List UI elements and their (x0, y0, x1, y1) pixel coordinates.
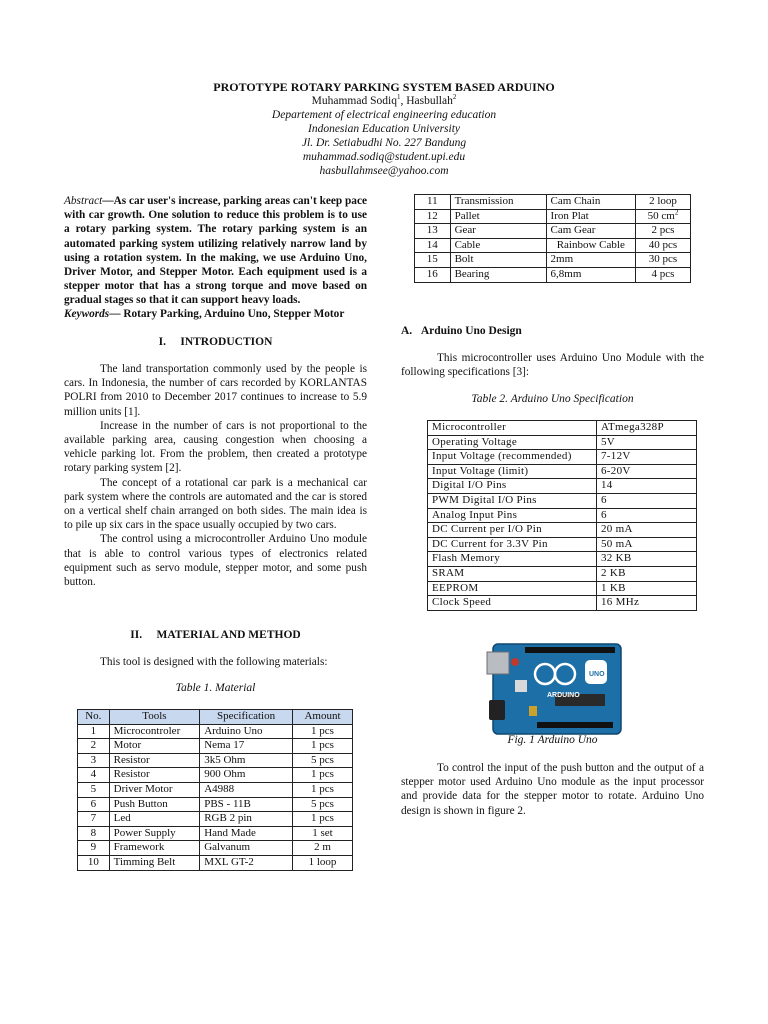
table-row (78, 826, 353, 841)
table-cell: Bearing (450, 267, 546, 282)
spec-value: 6 (597, 493, 697, 508)
table-row (78, 724, 353, 739)
table-1-caption: Table 1. Material (175, 682, 256, 694)
table-cell: Cable (450, 238, 546, 253)
table-cell: Gear (450, 224, 546, 239)
table-row (415, 224, 691, 239)
table-cell: 40 pcs (636, 238, 691, 253)
spec-label: EEPROM (428, 581, 597, 596)
keywords-label: Keywords (64, 308, 110, 320)
spec-value: 5V (597, 435, 697, 450)
table-cell: PBS - 11B (200, 797, 293, 812)
spec-label: PWM Digital I/O Pins (428, 493, 597, 508)
table-cell: 1 pcs (292, 739, 352, 754)
spec-value: 16 MHz (597, 596, 697, 611)
method-number: II. (130, 629, 143, 641)
abstract-dash: — (102, 195, 114, 207)
table-cell: Led (109, 812, 200, 827)
arduino-paragraph-1: This microcontroller uses Arduino Uno Module with the following specifications [3]: (401, 352, 704, 379)
spec-value: 20 mA (597, 523, 697, 538)
spec-label: Input Voltage (limit) (428, 464, 597, 479)
department: Departement of electrical engineering education (271, 109, 497, 121)
table-1-header-no: No. (78, 710, 110, 725)
arduino-section-title: Arduino Uno Design (420, 325, 522, 337)
table-row (78, 739, 353, 754)
table-cell: 4 (78, 768, 110, 783)
spec-value: 6 (597, 508, 697, 523)
table-cell-pallet-amount (636, 209, 691, 224)
table-cell: Framework (109, 841, 200, 856)
table-cell: Nema 17 (200, 739, 293, 754)
table-cell: Arduino Uno (200, 724, 293, 739)
table-cell: 6 (78, 797, 110, 812)
table-row (78, 753, 353, 768)
table-row (428, 421, 697, 436)
table-cell: Rainbow Cable (546, 238, 635, 253)
table-cell: Resistor (109, 768, 200, 783)
arduino-board-image (485, 640, 625, 736)
author-1: Muhammad Sodiq (311, 95, 397, 107)
table-row (428, 523, 697, 538)
table-cell: MXL GT-2 (200, 855, 293, 870)
table-row (428, 450, 697, 465)
table-cell: 1 loop (292, 855, 352, 870)
table-row (415, 267, 691, 282)
table-row (78, 797, 353, 812)
spec-value: ATmega328P (597, 421, 697, 436)
table-cell: Power Supply (109, 826, 200, 841)
table-1-header-amount: Amount (292, 710, 352, 725)
table-cell: 7 (78, 812, 110, 827)
table-cell: 2 pcs (636, 224, 691, 239)
spec-label: Analog Input Pins (428, 508, 597, 523)
table-cell: Motor (109, 739, 200, 754)
table-cell: 8 (78, 826, 110, 841)
intro-title: INTRODUCTION (180, 336, 273, 348)
intro-paragraph-4: The control using a microcontroller Arduino Uno module that is able to control various types of electronics related equipment such as servo module, stepper motor, and some push button. (64, 533, 367, 589)
table-row (415, 238, 691, 253)
author-2: , Hasbullah (400, 95, 453, 107)
table-cell: 12 (415, 209, 451, 224)
table-cell: 3k5 Ohm (200, 753, 293, 768)
table-cell: 5 pcs (292, 797, 352, 812)
email-1: muhammad.sodiq@student.upi.edu (302, 151, 466, 163)
abstract-label: Abstract (64, 195, 103, 207)
closing-body (401, 761, 704, 818)
table-2-caption: Table 2. Arduino Uno Specification (471, 393, 634, 405)
spec-label: DC Current for 3.3V Pin (428, 537, 597, 552)
table-cell: 9 (78, 841, 110, 856)
method-title: MATERIAL AND METHOD (156, 629, 301, 641)
table-row (78, 812, 353, 827)
spec-label: Digital I/O Pins (428, 479, 597, 494)
table-row (428, 435, 697, 450)
table-cell: 4 pcs (636, 267, 691, 282)
table-cell: Driver Motor (109, 782, 200, 797)
table-cell: 10 (78, 855, 110, 870)
spec-value: 32 KB (597, 552, 697, 567)
table-cell: 1 (78, 724, 110, 739)
table-cell: 1 pcs (292, 782, 352, 797)
paper-title: PROTOTYPE ROTARY PARKING SYSTEM BASED ARDUINO (213, 80, 555, 94)
table-cell: 1 set (292, 826, 352, 841)
table-cell: 11 (415, 195, 451, 210)
table-row (428, 581, 697, 596)
table-row (428, 464, 697, 479)
table-cell: Pallet (450, 209, 546, 224)
table-row (78, 782, 353, 797)
spec-value: 7-12V (597, 450, 697, 465)
table-cell: Push Button (109, 797, 200, 812)
table-cell: Resistor (109, 753, 200, 768)
table-cell: RGB 2 pin (200, 812, 293, 827)
arduino-section-label: A. (401, 325, 413, 337)
table-cell: 3 (78, 753, 110, 768)
arduino-section-body (401, 351, 704, 379)
pallet-amount-sup: 2 (674, 207, 679, 216)
table-cell: 5 (78, 782, 110, 797)
table-row (78, 855, 353, 870)
spec-label: Input Voltage (recommended) (428, 450, 597, 465)
arduino-board-model: UNO (589, 671, 605, 678)
table-cell: 16 (415, 267, 451, 282)
keywords (64, 307, 367, 321)
table-row (428, 566, 697, 581)
table-cell: 2 m (292, 841, 352, 856)
spec-label: Operating Voltage (428, 435, 597, 450)
keywords-text: — Rotary Parking, Arduino Uno, Stepper Motor (109, 308, 345, 320)
authors (0, 94, 768, 108)
table-row (428, 493, 697, 508)
table-cell: 1 pcs (292, 812, 352, 827)
table-cell: 2 loop (636, 195, 691, 210)
arduino-section-heading (401, 325, 522, 337)
method-paragraph-1: This tool is designed with the following materials: (100, 656, 328, 668)
author-1-affil: 1 (396, 93, 401, 102)
table-row (428, 479, 697, 494)
table-row (428, 596, 697, 611)
method-body (64, 655, 367, 669)
table-cell: Cam Chain (546, 195, 635, 210)
table-cell: Cam Gear (546, 224, 635, 239)
spec-label: Clock Speed (428, 596, 597, 611)
table-cell: 900 Ohm (200, 768, 293, 783)
spec-value: 2 KB (597, 566, 697, 581)
table-cell: Timming Belt (109, 855, 200, 870)
table-cell: 13 (415, 224, 451, 239)
table-cell: Galvanum (200, 841, 293, 856)
table-row (415, 253, 691, 268)
table-1 (77, 709, 353, 871)
intro-paragraph-1: The land transportation commonly used by the people is cars. In Indonesia, the number of cars recorded by KORLANTAS POLRI from 2010 to December 2017 continues to increase to 5.9 million units [1]. (64, 363, 367, 418)
table-cell: A4988 (200, 782, 293, 797)
table-row (78, 768, 353, 783)
university: Indonesian Education University (307, 123, 461, 135)
table-cell: Iron Plat (546, 209, 635, 224)
abstract (64, 194, 367, 308)
spec-value: 50 mA (597, 537, 697, 552)
table-row (428, 508, 697, 523)
table-2 (427, 420, 697, 611)
spec-value: 1 KB (597, 581, 697, 596)
spec-label: Microcontroller (428, 421, 597, 436)
table-cell: 1 pcs (292, 768, 352, 783)
intro-number: I. (158, 336, 166, 348)
spec-value: 14 (597, 479, 697, 494)
email-2: hasbullahmsee@yahoo.com (319, 165, 449, 177)
table-1-header-spec: Specification (200, 710, 293, 725)
table-1-header-row (78, 710, 353, 725)
spec-label: SRAM (428, 566, 597, 581)
method-heading (64, 629, 367, 641)
intro-heading (64, 336, 367, 348)
table-2-body (428, 421, 697, 611)
table-cell: 2mm (546, 253, 635, 268)
intro-body (64, 362, 367, 589)
table-row (415, 209, 691, 224)
intro-paragraph-3: The concept of a rotational car park is a mechanical car park system where the controls are automated and the car is stored on a vertical shelf chain arranged on both sides. The main idea is to pile up six cars in the space usually occupied by two cars. (64, 476, 367, 532)
table-row (428, 552, 697, 567)
abstract-text: As car user's increase, parking areas can't keep pace with car growth. One solution to reduce this problem is to use a rotary parking system. The rotary parking system is an automated parking system utilizing relatively narrow land by using a rotation system. In the making, we use Arduino Uno, Driver Motor, and Stepper Motor. Each equipment used is a stepper motor that has a strong torque and move based on gradual stages so that it can support heavy loads. (64, 195, 367, 307)
table-1-body (78, 724, 353, 870)
table-1-continued (414, 194, 691, 283)
arduino-figure (485, 640, 625, 736)
table-row (428, 537, 697, 552)
address: Jl. Dr. Setiabudhi No. 227 Bandung (301, 137, 467, 149)
closing-paragraph-1: To control the input of the push button and the output of a stepper motor used Arduino Uno module as the input processor and provide data for the stepper motor to rotate. Arduino Uno design is shown in figure 2. (401, 762, 704, 817)
figure-1-caption: Fig. 1 Arduino Uno (507, 734, 598, 746)
arduino-board-label: ARDUINO (547, 692, 580, 699)
table-cell: 14 (415, 238, 451, 253)
table-cell: Hand Made (200, 826, 293, 841)
pallet-amount: 50 cm (647, 209, 675, 222)
spec-value: 6-20V (597, 464, 697, 479)
table-cell: 15 (415, 253, 451, 268)
table-row (415, 195, 691, 210)
table-cell: Bolt (450, 253, 546, 268)
table-1-header-tools: Tools (109, 710, 200, 725)
table-cell: 30 pcs (636, 253, 691, 268)
table-cell: 2 (78, 739, 110, 754)
table-cell: Microcontroler (109, 724, 200, 739)
spec-label: Flash Memory (428, 552, 597, 567)
author-2-affil: 2 (452, 93, 457, 102)
table-row (78, 841, 353, 856)
table-cell: 5 pcs (292, 753, 352, 768)
table-cell: 6,8mm (546, 267, 635, 282)
intro-paragraph-2: Increase in the number of cars is not proportional to the available parking area, causing congestion when choosing a vehicle parking lot. From the problem, then created a prototype rotary parking system [2]. (64, 419, 367, 475)
spec-label: DC Current per I/O Pin (428, 523, 597, 538)
table-cell: 1 pcs (292, 724, 352, 739)
table-cell: Transmission (450, 195, 546, 210)
